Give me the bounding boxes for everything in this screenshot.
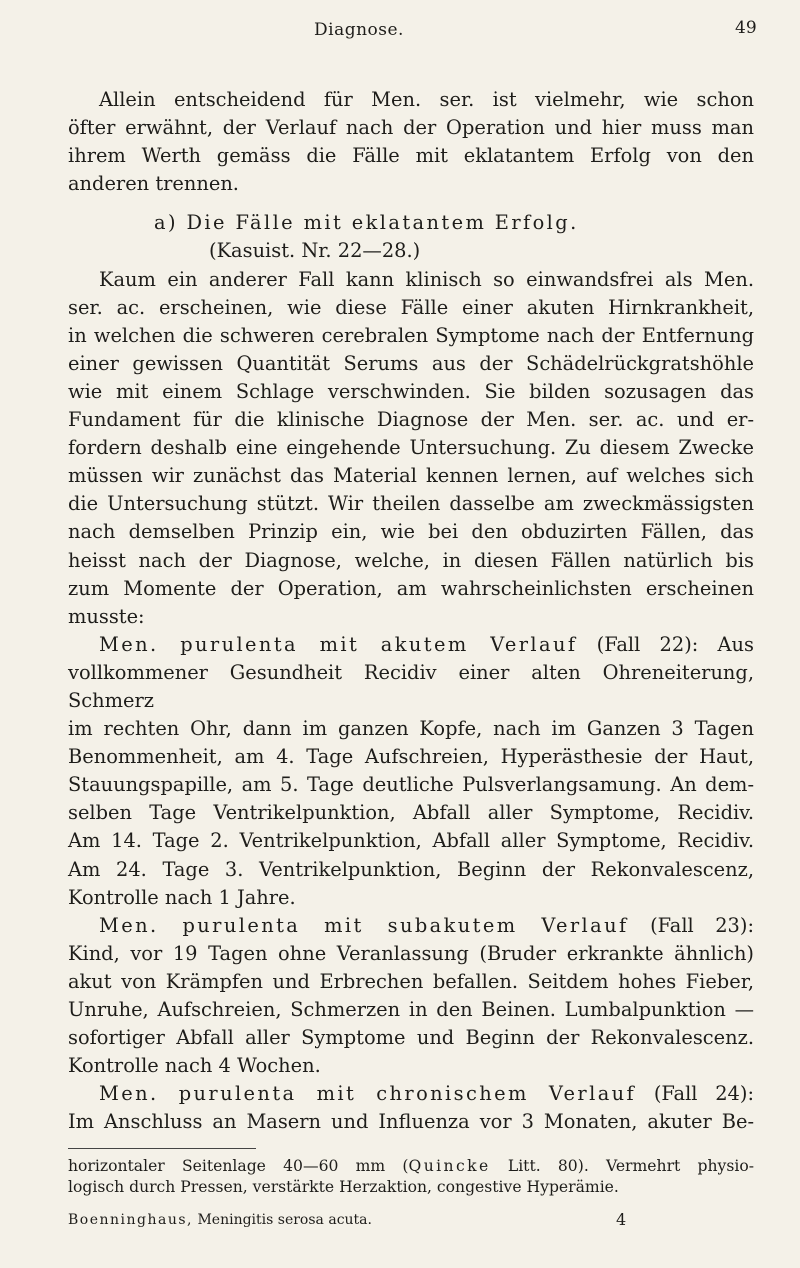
text-line: Stauungspapille, am 5. Tage deutliche Pulsverlangsamung. An dem-	[68, 773, 754, 797]
case-label-rest: (Fall 24):	[653, 1082, 754, 1106]
case-label-rest: (Fall 22): Aus	[596, 632, 754, 656]
text-line: Benommenheit, am 4. Tage Aufschreien, Hyperästhesie der Haut,	[68, 745, 754, 769]
text-line: musste:	[68, 604, 145, 628]
footnote-text: Litt. 80). Vermehrt physio-	[490, 1157, 754, 1175]
text-line: Im Anschluss an Masern und Influenza vor 3 Monaten, akuter Be-	[68, 1110, 754, 1134]
footnote-text: horizontaler Seitenlage 40—60 mm (	[68, 1157, 409, 1175]
footnote-divider	[68, 1148, 256, 1149]
text-line: im rechten Ohr, dann im ganzen Kopfe, nach im Ganzen 3 Tagen	[68, 717, 754, 741]
footnote	[68, 1156, 754, 1198]
text-line: wie mit einem Schlage verschwinden. Sie bilden sozusagen das	[68, 379, 754, 403]
text-line	[68, 1080, 754, 1108]
text-line: in welchen die schweren cerebralen Symptome nach der Entfernung	[68, 323, 754, 347]
page-number: 49	[735, 18, 757, 38]
section-heading: a) Die Fälle mit eklatantem Erfolg.	[154, 211, 579, 235]
case-label-rest: (Fall 23):	[650, 913, 754, 937]
signature-author: Boenninghaus,	[68, 1212, 194, 1228]
body-text	[68, 86, 754, 1136]
text-line: Am 24. Tage 3. Ventrikelpunktion, Beginn der Rekonvalescenz,	[68, 857, 754, 881]
text-line: fordern deshalb eine eingehende Untersuchung. Zu diesem Zwecke	[68, 436, 754, 460]
text-line: einer gewissen Quantität Serums aus der Schädelrückgratshöhle	[68, 351, 754, 375]
text-line: Kind, vor 19 Tagen ohne Veranlassung (Bruder erkrankte ähnlich)	[68, 941, 754, 965]
text-line: Allein entscheidend für Men. ser. ist vielmehr, wie schon	[99, 88, 754, 111]
signature-line	[68, 1212, 754, 1228]
case-label: Men. purulenta mit chronischem Verlauf	[99, 1082, 637, 1106]
text-line: die Untersuchung stützt. Wir theilen dasselbe am zweckmässigsten	[68, 492, 754, 516]
signature-title: Meningitis serosa acuta.	[193, 1212, 372, 1228]
text-line: Kontrolle nach 4 Wochen.	[68, 1054, 321, 1078]
footnote-line	[68, 1156, 754, 1177]
intro-paragraph	[68, 86, 754, 198]
text-line: akut von Krämpfen und Erbrechen befallen. Seitdem hohes Fieber,	[68, 969, 754, 993]
case-23-paragraph	[68, 912, 754, 1081]
footnote-author: Quincke	[408, 1157, 491, 1175]
text-line: müssen wir zunächst das Material kennen lernen, auf welches sich	[68, 464, 754, 488]
text-line: vollkommener Gesundheit Recidiv einer alten Ohreneiterung, Schmerz	[68, 660, 754, 712]
text-line	[68, 631, 754, 659]
text-line: zum Momente der Operation, am wahrscheinlichsten erscheinen	[68, 576, 754, 600]
text-line: Unruhe, Aufschreien, Schmerzen in den Beinen. Lumbalpunktion —	[68, 998, 754, 1021]
text-line: sofortiger Abfall aller Symptome und Beginn der Rekonvalescenz.	[68, 1026, 754, 1050]
section-subheading: (Kasuist. Nr. 22—28.)	[209, 239, 421, 263]
running-header	[0, 14, 800, 54]
text-line: Fundament für die klinische Diagnose der Men. ser. ac. und er-	[68, 408, 754, 432]
main-paragraph	[68, 266, 754, 631]
text-line: ser. ac. erscheinen, wie diese Fälle einer akuten Hirnkrankheit,	[68, 295, 754, 319]
case-label: Men. purulenta mit akutem Verlauf	[99, 632, 578, 656]
text-line: nach demselben Prinzip ein, wie bei den obduzirten Fällen, das	[68, 520, 754, 544]
text-line: Kaum ein anderer Fall kann klinisch so einwandsfrei als Men.	[99, 267, 754, 291]
text-line: öfter erwähnt, der Verlauf nach der Operation und hier muss man	[68, 116, 754, 140]
case-22-paragraph	[68, 631, 754, 912]
text-line	[68, 912, 754, 940]
text-line: anderen trennen.	[68, 172, 239, 196]
text-line: selben Tage Ventrikelpunktion, Abfall aller Symptome, Recidiv.	[68, 801, 754, 825]
case-24-paragraph	[68, 1080, 754, 1136]
running-head-title: Diagnose.	[314, 20, 404, 40]
text-line: Kontrolle nach 1 Jahre.	[68, 885, 296, 909]
footnote-line: logisch durch Pressen, verstärkte Herzaktion, congestive Hyperämie.	[68, 1178, 619, 1196]
case-label: Men. purulenta mit subakutem Verlauf	[99, 913, 629, 937]
text-line: heisst nach der Diagnose, welche, in diesen Fällen natürlich bis	[68, 548, 754, 572]
signature-mark: 4	[616, 1210, 627, 1229]
text-line: ihrem Werth gemäss die Fälle mit eklatantem Erfolg von den	[68, 144, 754, 168]
text-line: Am 14. Tage 2. Ventrikelpunktion, Abfall aller Symptome, Recidiv.	[68, 829, 754, 853]
